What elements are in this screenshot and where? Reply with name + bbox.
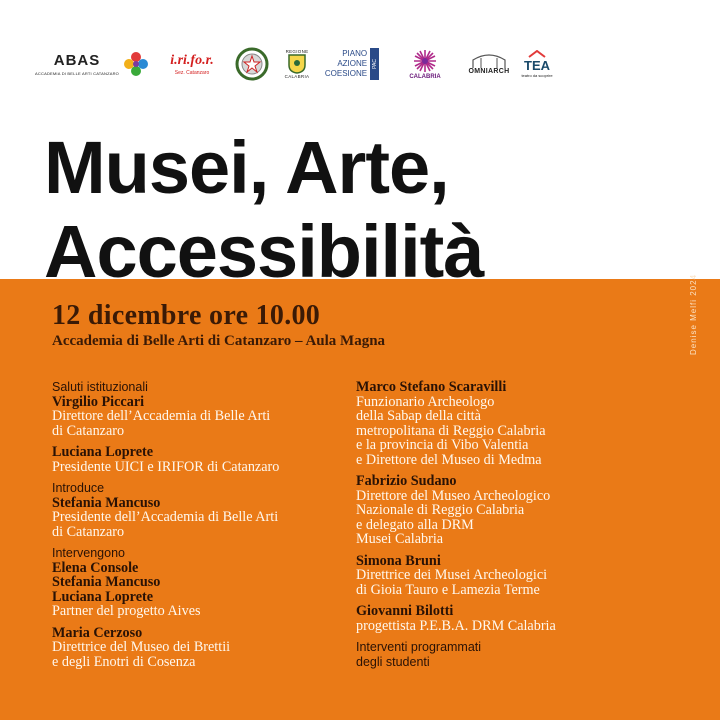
speaker-role-line: progettista P.E.B.A. DRM Calabria — [356, 617, 556, 634]
tea-logo — [522, 40, 552, 88]
speaker-name: Fabrizio Sudano — [356, 473, 457, 489]
speaker-role-line: Partner del progetto Aives — [52, 603, 201, 619]
speaker-name: Stefania Mancuso — [52, 494, 161, 511]
calabria-logo — [400, 40, 450, 88]
title-line-2: Accessibilità — [44, 210, 484, 293]
speaker-role-line: di Catanzaro — [52, 523, 125, 540]
omniarch-logo — [464, 40, 514, 88]
speaker-role-line: Musei Calabria — [356, 531, 444, 547]
speaker-role-line: di Gioia Tauro e Lamezia Terme — [356, 581, 540, 598]
event-venue: Accademia di Belle Arti di Catanzaro – Aula Magna — [52, 333, 386, 349]
speaker-role-line: Direttore del Museo Archeologico — [356, 487, 551, 504]
speaker-role — [356, 395, 666, 468]
abas-logo-text: ABAS — [53, 52, 101, 69]
irifor-logo-subtitle: Sez. Catanzaro — [174, 69, 210, 76]
speaker-name: Virgilio Piccari — [52, 393, 145, 410]
speaker-name: Marco Stefano Scaravilli — [356, 379, 507, 395]
regione-calabria-logo — [280, 40, 314, 88]
speaker-role — [52, 409, 352, 438]
speaker-role-line: della Sabap della città — [356, 408, 481, 424]
page-title — [44, 126, 483, 294]
closing-line: Interventi programmati — [356, 640, 482, 654]
calabria-flower-icon — [412, 48, 438, 74]
program-block — [356, 554, 666, 598]
closing-line: degli studenti — [356, 654, 430, 669]
section-label: Intervengono — [52, 546, 125, 560]
tea-logo-subtitle: teatro da scoprire — [521, 73, 553, 78]
speaker-role-line: di Catanzaro — [52, 422, 125, 439]
speaker-role-line: Presidente UICI e IRIFOR di Catanzaro — [52, 458, 280, 475]
tea-logo-text: TEA — [524, 58, 550, 73]
speaker-role — [356, 568, 666, 597]
speaker-role — [52, 640, 352, 669]
speaker-role-line: Direttrice dei Musei Archeologici — [356, 567, 548, 583]
speaker-name: Stefania Mancuso — [52, 574, 161, 590]
speaker-role — [52, 510, 352, 539]
section-label: Introduce — [52, 481, 105, 495]
speaker-role — [52, 460, 352, 475]
program-block — [356, 604, 666, 633]
abas-logo — [35, 40, 119, 88]
abas-logo-subtitle: ACCADEMIA DI BELLE ARTI CATANZARO — [35, 71, 119, 76]
logo-bar — [35, 40, 676, 88]
design-credit: Denise Melfi 2024 — [689, 273, 698, 355]
pac-line-1: PIANO — [342, 49, 368, 58]
program-block — [356, 380, 666, 467]
speaker-name: Luciana Loprete — [52, 588, 154, 605]
program-block — [52, 626, 352, 670]
regione-shield-icon — [288, 54, 306, 74]
tea-accent-icon — [527, 50, 547, 58]
flower-logo-icon — [118, 40, 154, 88]
omniarch-arch-icon — [469, 54, 509, 68]
event-date: 12 dicembre ore 10.00 — [52, 300, 321, 331]
italian-republic-emblem-icon — [234, 40, 270, 88]
irifor-logo — [158, 40, 226, 88]
speaker-role-line: e delegato alla DRM — [356, 516, 474, 533]
speaker-role-line: e Direttore del Museo di Medma — [356, 451, 542, 468]
regione-logo-top: REGIONE — [285, 49, 309, 54]
closing-note — [356, 640, 666, 669]
speaker-role-line: Direttore dell’Accademia di Belle Arti — [52, 408, 271, 424]
program-block — [356, 474, 666, 547]
omniarch-logo-text: OMNIARCH — [468, 67, 510, 75]
speaker-name: Giovanni Bilotti — [356, 603, 454, 619]
pac-logo — [324, 40, 380, 88]
pac-tag: PAC — [371, 59, 378, 69]
speaker-name: Luciana Loprete — [52, 444, 154, 460]
section-label: Saluti istituzionali — [52, 380, 148, 394]
irifor-logo-text: i.ri.fo.r. — [170, 52, 214, 68]
speaker-role-line: Direttrice del Museo dei Brettii — [52, 639, 231, 655]
speaker-role-line: Nazionale di Reggio Calabria — [356, 502, 525, 518]
speaker-role-line: e la provincia di Vibo Valentia — [356, 437, 529, 453]
speaker-role — [52, 604, 352, 619]
pac-line-2: AZIONE — [337, 59, 368, 68]
regione-logo-bottom: CALABRIA — [284, 74, 310, 79]
program-right-column — [356, 380, 666, 676]
pac-line-3: COESIONE — [324, 69, 368, 78]
program-block — [52, 546, 352, 619]
program-block — [52, 380, 352, 438]
speaker-role-line: e degli Enotri di Cosenza — [52, 653, 196, 670]
speaker-role-line: Funzionario Archeologo — [356, 393, 495, 410]
speaker-name: Elena Console — [52, 559, 139, 576]
calabria-logo-text: CALABRIA — [409, 74, 441, 80]
speaker-name: Simona Bruni — [356, 552, 441, 569]
speaker-role-line: Presidente dell’Accademia di Belle Arti — [52, 509, 279, 525]
program-block — [52, 481, 352, 539]
speaker-name: Maria Cerzoso — [52, 624, 143, 641]
speaker-role-line: metropolitana di Reggio Calabria — [356, 422, 546, 439]
speaker-role — [356, 489, 666, 547]
program-left-column — [52, 380, 352, 676]
program-block — [52, 445, 352, 474]
title-line-1: Musei, Arte, — [44, 126, 449, 209]
speaker-role — [356, 619, 666, 634]
